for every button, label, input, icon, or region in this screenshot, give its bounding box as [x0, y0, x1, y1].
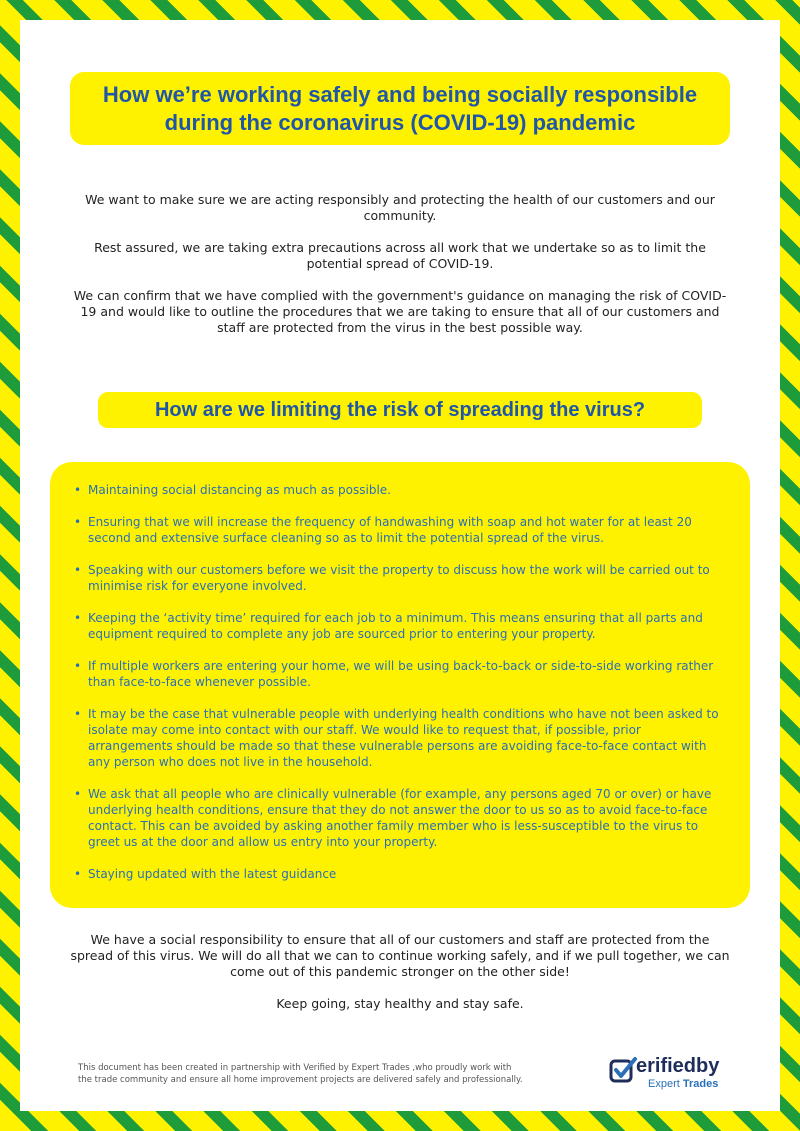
- bullet-icon: •: [74, 867, 82, 881]
- subheading: How are we limiting the risk of spreading the virus?: [154, 398, 646, 421]
- logo-subtitle: [648, 1078, 718, 1090]
- list-item-text: Staying updated with the latest guidance: [88, 867, 337, 881]
- verified-by-expert-trades-logo: [608, 1056, 728, 1096]
- list-item: [74, 610, 726, 642]
- list-item: [74, 786, 726, 850]
- logo-by: by: [696, 1055, 720, 1077]
- list-item-text: It may be the case that vulnerable people with underlying health conditions who have not been asked to isolate may come into contact with our staff. We would like to request that, if possible, prior arrangements should be made so that these vulnerable persons are avoiding face-to-face contact with any person who does not live in the household.: [88, 707, 719, 769]
- list-item: [74, 514, 726, 546]
- checkmark-icon: [608, 1056, 638, 1086]
- title-line-2: during the coronavirus (COVID-19) pandemic: [164, 109, 636, 135]
- subheading-banner: [98, 392, 702, 428]
- page-title: [103, 81, 697, 137]
- logo-sub-plain: Expert: [648, 1078, 680, 1090]
- list-item-text: Ensuring that we will increase the frequency of handwashing with soap and hot water for at least 20 second and extensive surface cleaning so as to limit the potential spread of the virus.: [88, 515, 692, 545]
- bullet-icon: •: [74, 563, 82, 577]
- bullet-icon: •: [74, 611, 82, 625]
- closing-paragraph: We have a social responsibility to ensure that all of our customers and staff are protected from the spread of this virus. We will do all that we can to continue working safely, and if we pull together, we can come out of this pandemic stronger on the other side!: [70, 932, 730, 979]
- measures-list: [50, 462, 750, 882]
- measures-panel: [50, 462, 750, 908]
- intro-section: [68, 192, 732, 352]
- closing-paragraph: Keep going, stay healthy and stay safe.: [276, 996, 524, 1011]
- closing-section: [68, 932, 732, 1028]
- intro-paragraph: We can confirm that we have complied with the government's guidance on managing the risk of COVID-19 and would like to outline the procedures that we are taking to ensure that all of our customers and staff are protected from the virus in the best possible way.: [73, 288, 727, 335]
- list-item-text: We ask that all people who are clinically vulnerable (for example, any persons aged 70 or over) or have underlying health conditions, ensure that they do not answer the door to us so as to avoid face-to-face contact. This can be avoided by asking another family member who is less-susceptible to the virus to greet us at the door and allow us entry into your property.: [88, 787, 712, 849]
- list-item: [74, 706, 726, 770]
- list-item-text: Keeping the ‘activity time’ required for each job to a minimum. This means ensuring that all parts and equipment required to complete any job are sourced prior to entering your property.: [88, 611, 703, 641]
- logo-sub-bold: Trades: [682, 1078, 719, 1090]
- list-item: [74, 658, 726, 690]
- bullet-icon: •: [74, 659, 82, 673]
- list-item: [74, 866, 726, 882]
- footnote: This document has been created in partnership with Verified by Expert Trades ,who proudly work with the trade community and ensure all home improvement projects are delivered safely and professionally.: [78, 1063, 523, 1085]
- title-banner: [70, 72, 730, 145]
- intro-paragraph: We want to make sure we are acting responsibly and protecting the health of our customers and our community.: [85, 192, 715, 223]
- list-item: [74, 562, 726, 594]
- bullet-icon: •: [74, 707, 82, 721]
- bullet-icon: •: [74, 515, 82, 529]
- logo-wordmark: [636, 1055, 719, 1078]
- intro-paragraph: Rest assured, we are taking extra precautions across all work that we undertake so as to limit the potential spread of COVID-19.: [94, 240, 706, 271]
- bullet-icon: •: [74, 483, 82, 497]
- title-line-1: How we’re working safely and being socially responsible: [102, 81, 698, 107]
- list-item-text: Maintaining social distancing as much as possible.: [88, 483, 391, 497]
- list-item-text: If multiple workers are entering your home, we will be using back-to-back or side-to-side working rather than face-to-face whenever possible.: [88, 659, 714, 689]
- bullet-icon: •: [74, 787, 82, 801]
- list-item-text: Speaking with our customers before we visit the property to discuss how the work will be carried out to minimise risk for everyone involved.: [88, 563, 710, 593]
- list-item: [74, 482, 726, 498]
- notice-page: [20, 20, 780, 1111]
- logo-word: erified: [636, 1055, 697, 1077]
